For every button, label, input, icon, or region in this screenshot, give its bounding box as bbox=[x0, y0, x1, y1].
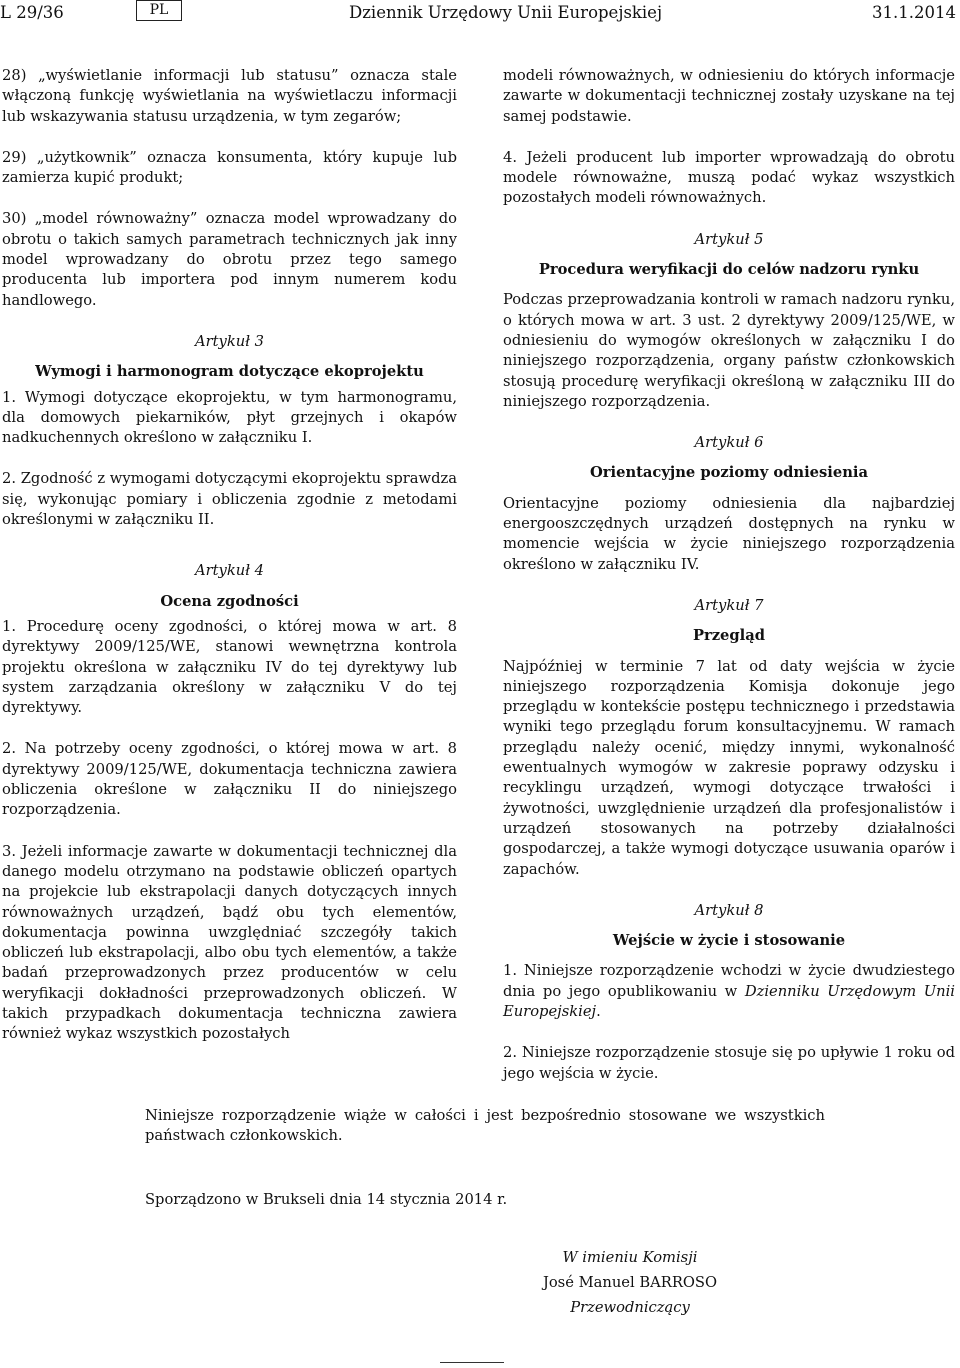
language-badge: PL bbox=[136, 0, 182, 21]
article-4-number: Artykuł 4 bbox=[195, 562, 264, 580]
article-5-title: Procedura weryfikacji do celów nadzoru rynku bbox=[538, 261, 920, 279]
article-6-number: Artykuł 6 bbox=[694, 434, 764, 452]
signature-role: Przewodniczący bbox=[570, 1299, 690, 1316]
done-at-clause: Sporządzono w Brukseli dnia 14 stycznia 2014 r. bbox=[145, 1191, 508, 1208]
binding-clause: Niniejsze rozporządzenie wiąże w całości i jest bezpośrednio stosowane we wszystkich państwach członkowskich. bbox=[145, 1107, 825, 1145]
article-4-paragraph-1: 1. Procedurę oceny zgodności, o której mowa w art. 8 dyrektywy 2009/125/WE, stanowi wewnętrzna kontrola projektu określona w załączniku IV do tej dyrektywy lub system zarządzania określony w załączniku V do tej dyrektywy. bbox=[2, 617, 457, 717]
article-4-paragraph-2: 2. Na potrzeby oceny zgodności, o której mowa w art. 8 dyrektywy 2009/125/WE, dokumentacja techniczna zawiera obliczenia określone w załączniku II do niniejszego rozporządzenia. bbox=[2, 740, 457, 819]
article-8-paragraph-1 bbox=[503, 961, 955, 1022]
page-number: L 29/36 bbox=[0, 3, 64, 22]
article-6-title: Orientacyjne poziomy odniesienia bbox=[590, 464, 868, 482]
article-3-number: Artykuł 3 bbox=[195, 332, 264, 350]
article-8-paragraph-1-text: 1. Niniejsze rozporządzenie wchodzi w życie dwudziestego dnia po jego opublikowaniu w bbox=[503, 962, 955, 1000]
article-7-number: Artykuł 7 bbox=[694, 596, 764, 614]
article-4-paragraph-3-continuation: modeli równoważnych, w odniesieniu do których informacje zawarte w dokumentacji technicznej zostały uzyskane na tej samej podstawie. bbox=[503, 67, 955, 125]
article-4-paragraph-3: 3. Jeżeli informacje zawarte w dokumentacji technicznej dla danego modelu otrzymano na podstawie obliczeń opartych na projekcie lub ekstrapolacji danych dotyczących innych równoważnych urządzeń, bądź obu tych elementów, dokumentacja powinna uwzględniać szczegóły takich obliczeń lub ekstrapolacji, albo obu tych elementów, a także badań przeprowadzonych przez producentów w celu weryfikacji dokładności przeprowadzonych obliczeń. W takich przypadkach dokumentacja techniczna zawiera również wykaz wszystkich pozostałych bbox=[2, 842, 457, 1043]
article-7-title: Przegląd bbox=[692, 627, 766, 645]
article-3-paragraph-1: 1. Wymogi dotyczące ekoprojektu, w tym harmonogramu, dla domowych piekarników, płyt grzejnych i okapów nadkuchennych określono w załączniku I. bbox=[2, 388, 457, 447]
signature-block bbox=[470, 1245, 790, 1320]
article-6-paragraph: Orientacyjne poziomy odniesienia dla najbardziej energooszczędnych urządzeń dostępnych na rynku w momencie wejścia w życie niniejszego rozporządzenia określono w załączniku IV. bbox=[503, 494, 955, 573]
article-8-paragraph-1-end: . bbox=[596, 1002, 601, 1020]
definition-30: 30) „model równoważny” oznacza model wprowadzany do obrotu o takich samych parametrach technicznych jak inny model wprowadzany do obrotu przez tego samego producenta lub importera pod innym numerem kodu handlowego. bbox=[2, 210, 457, 309]
journal-reference: Dzienniku Urzędowym Unii Europejskiej bbox=[503, 982, 955, 1020]
signature-name: José Manuel BARROSO bbox=[542, 1274, 718, 1291]
journal-title: Dziennik Urzędowy Unii Europejskiej bbox=[349, 3, 663, 22]
article-8-paragraph-2: 2. Niniejsze rozporządzenie stosuje się po upływie 1 roku od jego wejścia w życie. bbox=[503, 1044, 955, 1082]
article-7-paragraph: Najpóźniej w terminie 7 lat od daty wejścia w życie niniejszego rozporządzenia Komisja dokonuje jego przeglądu w kontekście postępu technicznego i przedstawia wyniki tego przeglądu forum konsultacyjnemu. W ramach przeglądu należy ocenić, między innymi, wykonalność ewentualnych wymogów w zakresie poprawy odzysku i recyklingu urządzeń, wymogi dotyczące trwałości i żywotności, uwzględnienie urządzeń dla profesjonalistów i urządzeń stosowanych na potrzeby działalności gospodarczej, a także wymogi dotyczące usuwania oparów i zapachów. bbox=[503, 657, 955, 878]
article-4-paragraph-4: 4. Jeżeli producent lub importer wprowadzają do obrotu modele równoważne, muszą podać wykaz wszystkich pozostałych modeli równoważnych. bbox=[503, 148, 955, 207]
definition-29: 29) „użytkownik” oznacza konsumenta, który kupuje lub zamierza kupić produkt; bbox=[2, 148, 457, 187]
article-3-paragraph-2: 2. Zgodność z wymogami dotyczącymi ekoprojektu sprawdza się, wykonując pomiary i obliczenia zgodnie z metodami określonymi w załączniku II. bbox=[2, 470, 457, 529]
page-header bbox=[0, 0, 960, 30]
right-column bbox=[503, 66, 955, 1084]
signature-on-behalf: W imieniu Komisji bbox=[562, 1249, 698, 1266]
article-8-number: Artykuł 8 bbox=[694, 901, 764, 919]
footnote-rule bbox=[440, 1362, 504, 1363]
article-4-title: Ocena zgodności bbox=[160, 592, 299, 610]
definition-28: 28) „wyświetlanie informacji lub statusu” oznacza stale włączoną funkcję wyświetlania na wyświetlaczu informacji lub wskazywania statusu urządzenia, w tym zegarów; bbox=[2, 67, 457, 125]
article-3-title: Wymogi i harmonogram dotyczące ekoprojektu bbox=[35, 363, 424, 381]
left-column bbox=[2, 66, 457, 1045]
article-5-paragraph: Podczas przeprowadzania kontroli w ramach nadzoru rynku, o których mowa w art. 3 ust. 2 dyrektywy 2009/125/WE, w odniesieniu do wymogów określonych w załączniku I do niniejszego rozporządzenia, organy państw członkowskich stosują procedurę weryfikacji określoną w załączniku III do niniejszego rozporządzenia. bbox=[503, 291, 955, 410]
publication-date: 31.1.2014 bbox=[872, 3, 956, 22]
article-8-title: Wejście w życie i stosowanie bbox=[612, 932, 846, 950]
article-5-number: Artykuł 5 bbox=[694, 230, 764, 248]
